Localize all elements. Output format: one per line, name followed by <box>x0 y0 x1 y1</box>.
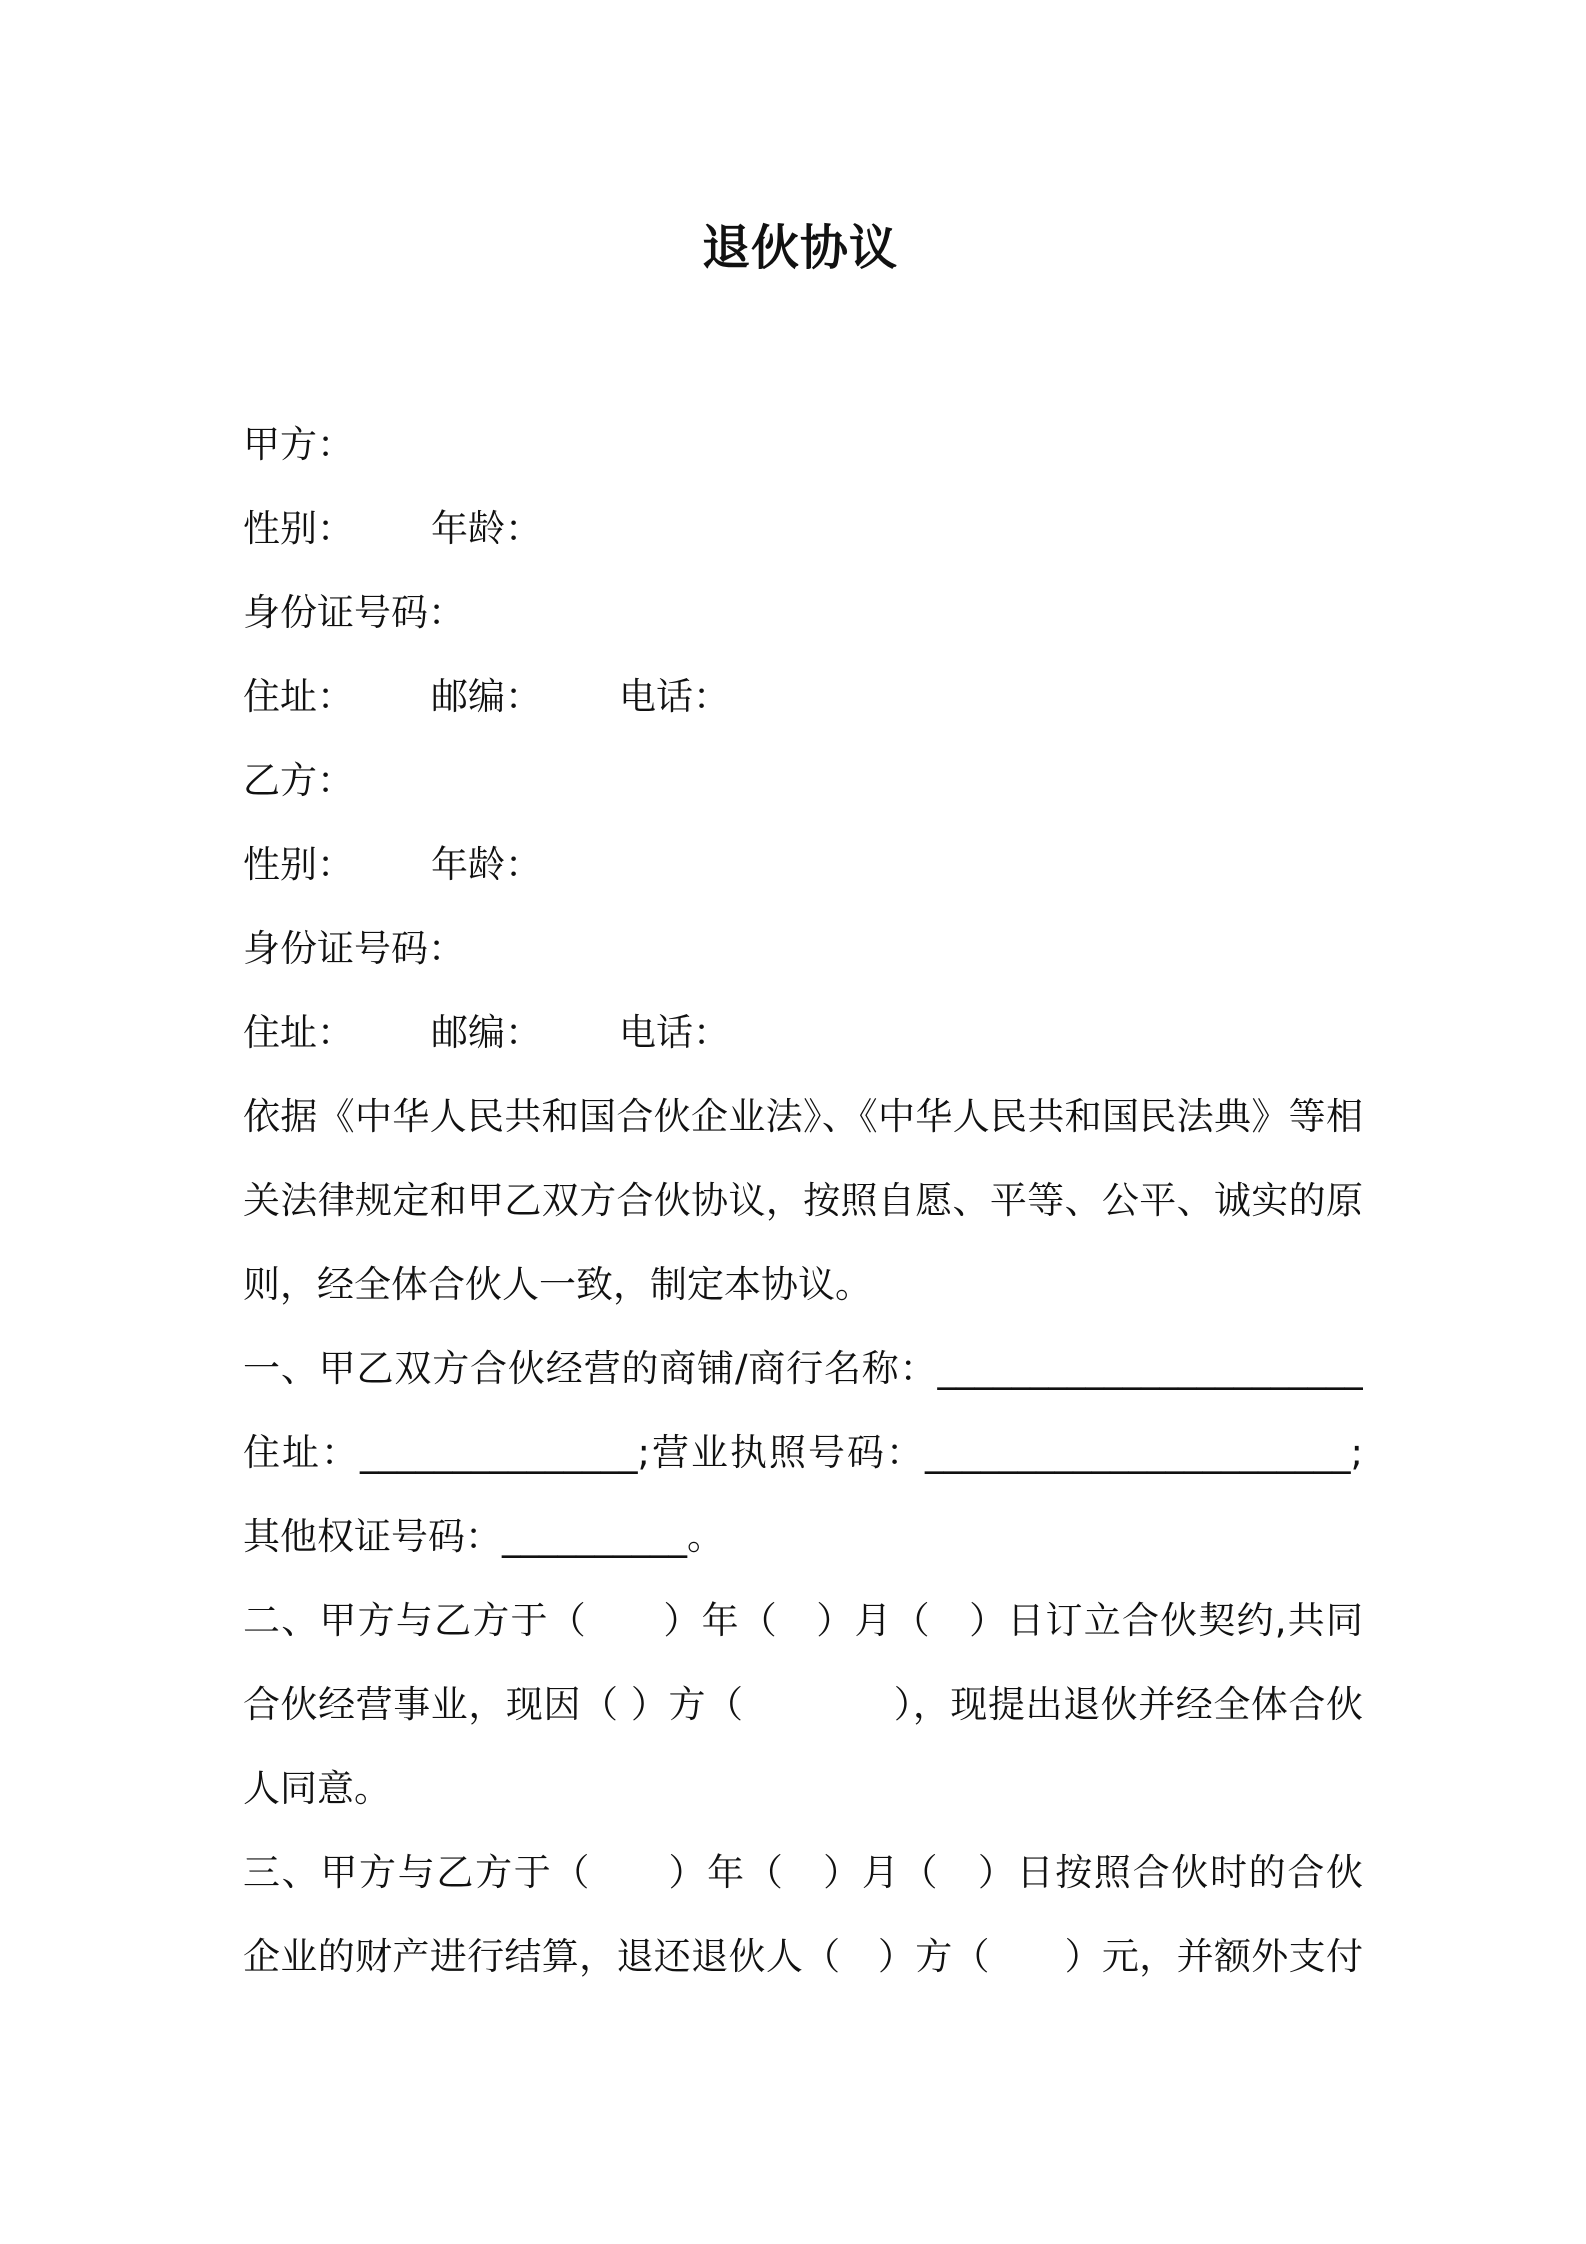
party-b-address-label: 住址： <box>243 1011 354 1054</box>
party-a-label: 甲方： <box>243 423 354 466</box>
party-a-phone-label: 电话： <box>619 675 730 718</box>
party-b-label: 乙方： <box>243 759 354 802</box>
party-b-phone-label: 电话： <box>619 1011 730 1054</box>
preamble-line: 则，经全体合伙人一致，制定本协议。 <box>243 1263 872 1306</box>
document-body <box>243 403 1363 1999</box>
party-a-age-label: 年龄： <box>431 507 542 550</box>
party-a-contact-row <box>243 655 1363 739</box>
party-b-contact-row <box>243 991 1363 1075</box>
clause-1-line: 住址：_______________;营业执照号码：_______________________; <box>243 1431 1363 1474</box>
document-title: 退伙协议 <box>701 220 898 276</box>
party-a-gender-label: 性别： <box>243 507 354 550</box>
clause-1-line: 一、甲乙双方合伙经营的商铺/商行名称：_______________________ <box>243 1347 1363 1390</box>
party-a-gender-age-row <box>243 487 1363 571</box>
party-a-id-label: 身份证号码： <box>243 591 465 634</box>
party-a-address-label: 住址： <box>243 675 354 718</box>
party-a-row <box>243 403 1363 487</box>
party-b-gender-age-row <box>243 823 1363 907</box>
party-b-id-label: 身份证号码： <box>243 927 465 970</box>
clause-1-line: 其他权证号码：__________。 <box>243 1515 724 1558</box>
clause-2-line: 合伙经营事业，现因（ ）方（ ），现提出退伙并经全体合伙 <box>243 1683 1363 1726</box>
clause-3-line: 三、甲方与乙方于（ ）年（ ）月（ ）日按照合伙时的合伙 <box>243 1851 1363 1894</box>
preamble-line: 关法律规定和甲乙双方合伙协议，按照自愿、平等、公平、诚实的原 <box>243 1179 1363 1222</box>
party-b-id-row <box>243 907 1363 991</box>
party-b-postcode-label: 邮编： <box>431 1011 542 1054</box>
party-b-row <box>243 739 1363 823</box>
party-a-id-row <box>243 571 1363 655</box>
party-a-postcode-label: 邮编： <box>431 675 542 718</box>
party-b-age-label: 年龄： <box>431 843 542 886</box>
party-b-gender-label: 性别： <box>243 843 354 886</box>
preamble-line: 依据《中华人民共和国合伙企业法》、《中华人民共和国民法典》等相 <box>243 1095 1363 1138</box>
clause-3-line: 企业的财产进行结算，退还退伙人（ ）方（ ）元，并额外支付 <box>243 1935 1363 1978</box>
clause-2-line: 二、甲方与乙方于（ ）年（ ）月（ ）日订立合伙契约,共同 <box>243 1599 1363 1642</box>
clause-2-line: 人同意。 <box>243 1767 391 1810</box>
